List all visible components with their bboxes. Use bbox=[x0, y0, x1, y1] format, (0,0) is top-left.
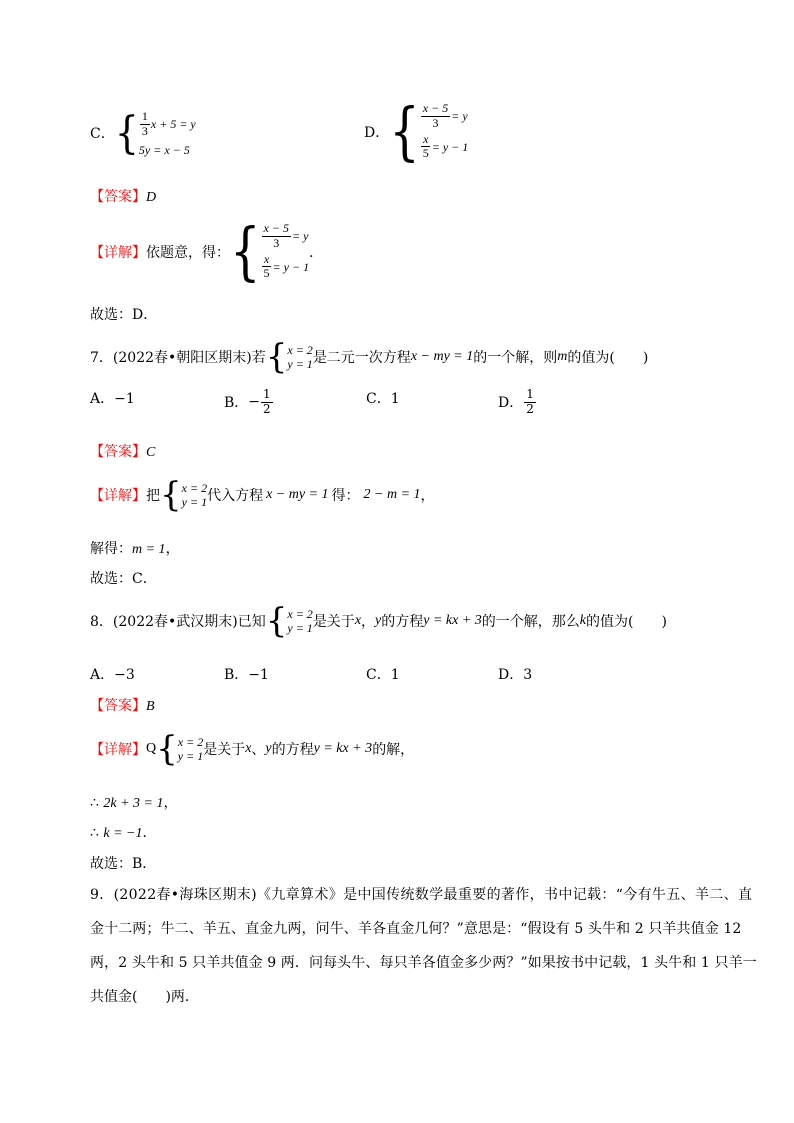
q8-step1: ∴ 2k + 3 = 1， bbox=[90, 795, 178, 811]
therefore-icon: ∴ bbox=[90, 825, 99, 841]
option-d bbox=[364, 95, 469, 168]
q8-system: { x = 2 y = 1 bbox=[265, 601, 313, 641]
q6-system: { $\frac{x - 5}{3}$ = y $\frac{x}{5}$ = y − 1 bbox=[230, 215, 310, 288]
q8-conclusion: 故选：B． bbox=[90, 856, 157, 872]
q7-solve: 解得：m = 1， bbox=[90, 541, 180, 557]
left-brace-icon: { bbox=[389, 95, 420, 168]
q8-option-d[interactable]: D．3 bbox=[498, 667, 533, 683]
left-brace-icon: { bbox=[156, 729, 178, 769]
detail-tag: 【详解】 bbox=[90, 742, 146, 758]
q7-answer bbox=[90, 441, 155, 461]
q7-detail: 【详解】 把 { x = 2 y = 1 代入方程 x − my = 1 得： 2 − m = 1 ， bbox=[90, 475, 435, 515]
q9-line-3: 两，2 头牛和 5 只羊共值金 9 两．问每头牛、每只羊各值金多少两？”如果按书中记载，1 头牛和 1 只羊一 bbox=[90, 955, 757, 971]
answer-tag: 【答案】 bbox=[90, 189, 146, 205]
because-symbol: Q bbox=[146, 741, 157, 756]
q9-line-2: 金十二两；牛二、羊五、直金九两，问牛、羊各直金几何？”意思是：“假设有 5 头牛和 2 只羊共值金 12 bbox=[90, 921, 742, 937]
q6-detail: 【详解】 依题意，得： { $\frac{x - 5}{3}$ = y $\frac{x}{5}$ = y − 1 ． bbox=[90, 215, 324, 288]
answer-tag: 【答案】 bbox=[90, 698, 146, 714]
q8-answer bbox=[90, 695, 155, 715]
detail-tag: 【详解】 bbox=[90, 244, 146, 261]
q9-line-1: 9．(2022春•海珠区期末)《九章算术》是中国传统数学最重要的著作，书中记载：“今有牛五、羊二、直 bbox=[90, 887, 753, 903]
option-c-label: C． bbox=[90, 126, 115, 143]
q7-conclusion: 故选：C． bbox=[90, 571, 157, 587]
left-brace-icon: { bbox=[160, 475, 182, 515]
option-c-system: { $\frac{1}{3}$ x + 5 = y 5y = x − 5 bbox=[114, 108, 196, 159]
answer-value: C bbox=[146, 445, 156, 460]
q7-option-c[interactable]: C．1 bbox=[366, 391, 400, 407]
answer-value: D bbox=[146, 190, 157, 205]
q7-option-d[interactable]: D． $\frac{1}{2}$ bbox=[498, 387, 534, 416]
left-brace-icon: { bbox=[265, 601, 288, 641]
option-c bbox=[90, 110, 196, 157]
q6-conclusion: 故选：D． bbox=[90, 307, 158, 323]
q8-detail: 【详解】 Q { x = 2 y = 1 是关于 x 、 y 的方程 y = kx + 3 的解， bbox=[90, 729, 415, 769]
q8-step2: ∴ k = −1． bbox=[90, 825, 157, 841]
q8-option-a[interactable]: A．−3 bbox=[90, 667, 135, 683]
option-d-label: D． bbox=[364, 124, 390, 141]
detail-tag: 【详解】 bbox=[90, 488, 146, 504]
option-d-system: { $\frac{x - 5}{3}$ = y $\frac{x}{5}$ = y − 1 bbox=[389, 95, 469, 168]
therefore-icon: ∴ bbox=[90, 795, 99, 811]
answer-tag: 【答案】 bbox=[90, 444, 146, 460]
q9-line-4: 共值金( )两． bbox=[90, 989, 199, 1005]
q6-answer bbox=[90, 186, 156, 206]
q7-system: { x = 2 y = 1 bbox=[265, 337, 313, 377]
q8-detail-system: { x = 2 y = 1 bbox=[156, 729, 204, 769]
left-brace-icon: { bbox=[265, 337, 288, 377]
left-brace-icon: { bbox=[230, 215, 261, 288]
q8-option-b[interactable]: B．−1 bbox=[224, 667, 269, 683]
answer-value: B bbox=[146, 699, 155, 714]
q7-option-a[interactable]: A．−1 bbox=[90, 391, 135, 407]
q8-option-c[interactable]: C．1 bbox=[366, 667, 400, 683]
left-brace-icon: { bbox=[114, 108, 139, 159]
q7-option-b[interactable]: B． − $\frac{1}{2}$ bbox=[224, 387, 271, 416]
q8-stem: 8． (2022春•武汉期末) 已知 { x = 2 y = 1 是关于 x ， y 的方程 y = kx + 3 的一个解，那么 k 的值为( ) bbox=[90, 601, 667, 641]
q7-detail-system: { x = 2 y = 1 bbox=[160, 475, 208, 515]
q7-stem: 7． (2022春•朝阳区期末) 若 { x = 2 y = 1 是二元一次方程 x − my = 1 的一个解，则 m 的值为( ) bbox=[90, 337, 649, 377]
